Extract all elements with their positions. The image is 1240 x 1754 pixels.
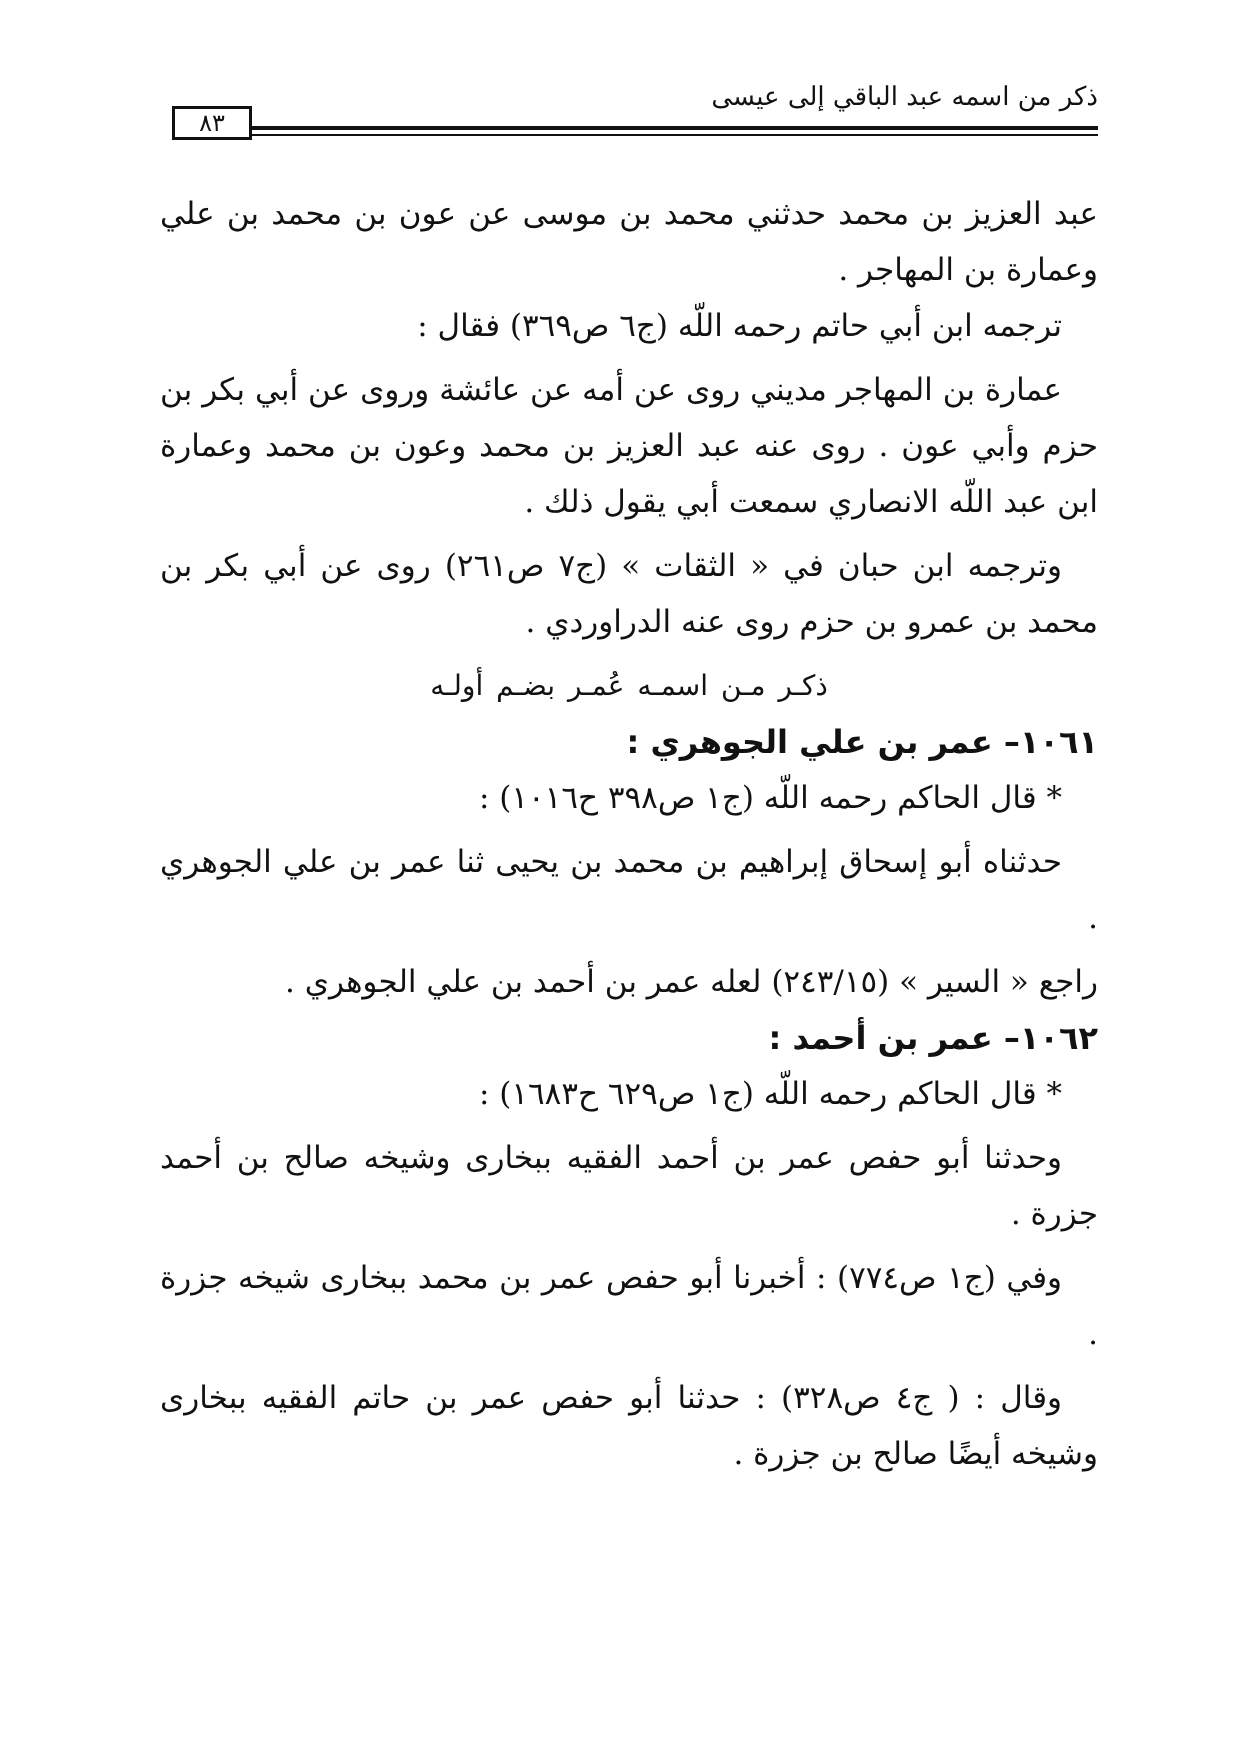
- paragraph-isnad-4: وقال : ( ج٤ ص٣٢٨) : حدثنا أبو حفص عمر بن حاتم الفقيه ببخارى وشيخه أيضًا صالح بن جزرة .: [160, 1380, 1098, 1472]
- paragraph-hakim-2: * قال الحاكم رحمه اللّه (ج١ ص٦٢٩ ح١٦٨٣) :: [478, 1076, 1062, 1112]
- header-rule-thin: [252, 134, 1098, 136]
- running-title: ذكر من اسمه عبد الباقي إلى عيسى: [711, 82, 1098, 112]
- paragraph-siyar-ref: راجع « السير » (٢٤٣/١٥) لعله عمر بن أحمد بن علي الجوهري .: [285, 964, 1098, 1000]
- entry-heading-1062: ١٠٦٢– عمر بن أحمد :: [768, 1019, 1098, 1057]
- paragraph-ibn-hibban: وترجمه ابن حبان في « الثقات » (ج٧ ص٢٦١) روى عن أبي بكر بن محمد بن عمرو بن حزم روى عنه الدراوردي .: [160, 548, 1098, 640]
- entry-heading-1061: ١٠٦١– عمر بن علي الجوهري :: [626, 723, 1098, 761]
- paragraph-isnad-2: وحدثنا أبو حفص عمر بن أحمد الفقيه ببخارى وشيخه صالح بن أحمد جزرة .: [160, 1140, 1098, 1232]
- paragraph-isnad-3: وفي (ج١ ص٧٧٤) : أخبرنا أبو حفص عمر بن محمد ببخارى شيخه جزرة .: [160, 1260, 1098, 1352]
- paragraph-umara-bio: عمارة بن المهاجر مديني روى عن أمه عن عائشة وروى عن أبي بكر بن حزم وأبي عون . روى عنه عبد العزيز بن محمد وعون بن محمد وعمارة ابن عبد اللّه الانصاري سمعت أبي يقول ذلك .: [160, 372, 1098, 520]
- paragraph-isnad-1: حدثناه أبو إسحاق إبراهيم بن محمد بن يحيى ثنا عمر بن علي الجوهري .: [160, 844, 1098, 936]
- page-number: ٨٣: [172, 106, 252, 140]
- paragraph-continuation: عبد العزيز بن محمد حدثني محمد بن موسى عن عون بن محمد بن علي وعمارة بن المهاجر .: [160, 196, 1098, 288]
- paragraph-ibn-abi-hatim: ترجمه ابن أبي حاتم رحمه اللّه (ج٦ ص٣٦٩) فقال :: [417, 308, 1062, 344]
- section-heading: ذكـر مـن اسمـه عُمـر بضـم أولـه: [430, 669, 828, 702]
- header-rule-thick: [252, 126, 1098, 130]
- page-body: [160, 186, 1098, 1482]
- paragraph-hakim-1: * قال الحاكم رحمه اللّه (ج١ ص٣٩٨ ح١٠١٦) :: [478, 780, 1062, 816]
